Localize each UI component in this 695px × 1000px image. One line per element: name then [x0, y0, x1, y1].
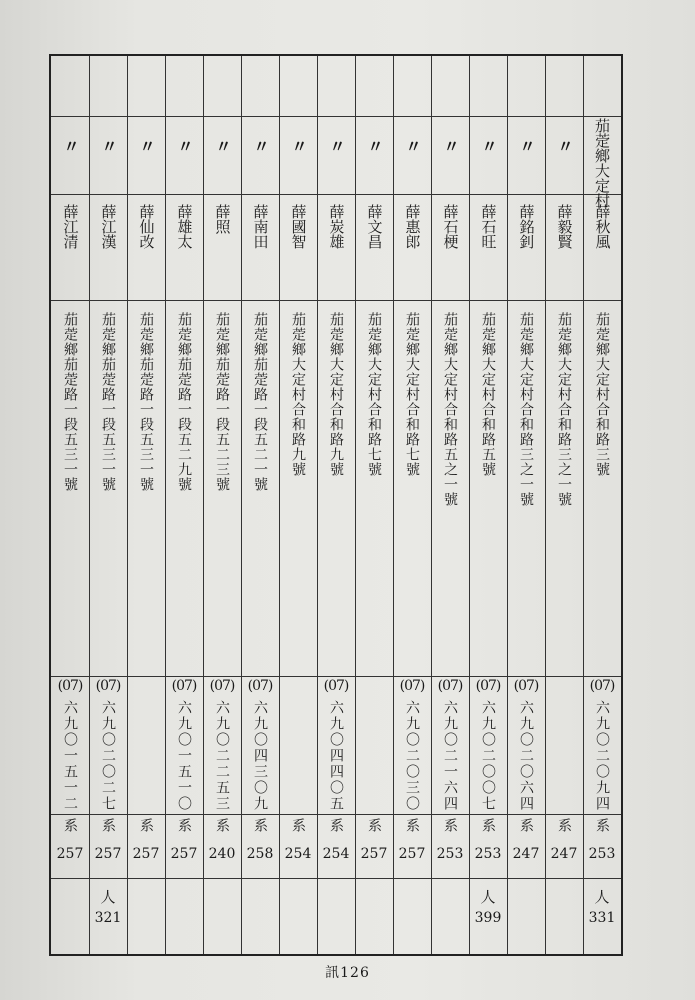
village-cell: 〃 — [251, 138, 270, 154]
name-cell: 薛江漢 — [99, 204, 118, 249]
phone-cell: 六九〇四四〇五 — [328, 700, 344, 812]
address-cell: 茄萣鄉大定村合和路五之一號 — [442, 312, 458, 507]
spouse-age: 321 — [94, 910, 122, 926]
age-cell: 257 — [170, 846, 198, 862]
relation-cell: 系 — [62, 818, 78, 832]
phone-cell: 六九〇二二五三 — [214, 700, 230, 812]
age-cell: 247 — [512, 846, 540, 862]
relation-cell: 系 — [214, 818, 230, 832]
relation-cell: 系 — [404, 818, 420, 832]
address-cell: 茄萣鄉茄萣路一段五二三號 — [214, 312, 230, 492]
phone-cell: 六九〇二〇九四 — [594, 700, 610, 812]
address-cell: 茄萣鄉大定村合和路七號 — [404, 312, 420, 477]
phone-cell: 六九〇二一六四 — [442, 700, 458, 812]
address-cell: 茄萣鄉大定村合和路三之一號 — [556, 312, 572, 507]
page-number: 訊126 — [325, 965, 370, 981]
relation-cell: 系 — [290, 818, 306, 832]
village-cell: 〃 — [517, 138, 536, 154]
relation-cell: 系 — [366, 818, 382, 832]
spouse-label: 人 — [594, 888, 610, 906]
address-cell: 茄萣鄉大定村合和路七號 — [366, 312, 382, 477]
address-cell: 茄萣鄉茄萣路一段五二一號 — [252, 312, 268, 492]
address-cell: 茄萣鄉大定村合和路三之一號 — [518, 312, 534, 507]
village-cell: 〃 — [61, 138, 80, 154]
village-cell: 〃 — [137, 138, 156, 154]
village-cell: 〃 — [327, 138, 346, 154]
area-code: (07) — [513, 678, 539, 694]
name-cell: 薛文昌 — [365, 204, 384, 249]
record-column — [545, 56, 583, 954]
village-cell: 〃 — [365, 138, 384, 154]
relation-cell: 系 — [138, 818, 154, 832]
address-cell: 茄萣鄉茄萣路一段五三一號 — [138, 312, 154, 492]
age-cell: 253 — [436, 846, 464, 862]
area-code: (07) — [437, 678, 463, 694]
address-cell: 茄萣鄉大定村合和路九號 — [328, 312, 344, 477]
age-cell: 253 — [474, 846, 502, 862]
phone-cell: 六九〇二〇〇七 — [480, 700, 496, 812]
phone-cell: 六九〇一五一〇 — [176, 700, 192, 812]
area-code: (07) — [171, 678, 197, 694]
relation-cell: 系 — [100, 818, 116, 832]
relation-cell: 系 — [480, 818, 496, 832]
name-cell: 薛仙改 — [137, 204, 156, 249]
address-cell: 茄萣鄉大定村合和路五號 — [480, 312, 496, 477]
relation-cell: 系 — [442, 818, 458, 832]
spouse-age: 331 — [588, 910, 616, 926]
name-cell: 薛雄太 — [175, 204, 194, 249]
phone-cell: 六九〇二〇六四 — [518, 700, 534, 812]
name-cell: 薛秋風 — [593, 204, 612, 249]
age-cell: 257 — [132, 846, 160, 862]
area-code: (07) — [589, 678, 615, 694]
name-cell: 薛銘釗 — [517, 204, 536, 249]
relation-cell: 系 — [252, 818, 268, 832]
name-cell: 薛石旺 — [479, 204, 498, 249]
age-cell: 257 — [56, 846, 84, 862]
name-cell: 薛江清 — [61, 204, 80, 249]
name-cell: 薛照 — [213, 204, 232, 234]
record-column — [393, 56, 431, 954]
address-cell: 茄萣鄉茄萣路一段五三一號 — [62, 312, 78, 492]
area-code: (07) — [323, 678, 349, 694]
area-code: (07) — [95, 678, 121, 694]
age-cell: 257 — [360, 846, 388, 862]
name-cell: 薛石梗 — [441, 204, 460, 249]
record-column — [469, 56, 507, 954]
area-code: (07) — [209, 678, 235, 694]
village-cell: 〃 — [479, 138, 498, 154]
age-cell: 254 — [284, 846, 312, 862]
record-column — [89, 56, 127, 954]
spouse-label: 人 — [480, 888, 496, 906]
record-column — [507, 56, 545, 954]
age-cell: 257 — [94, 846, 122, 862]
phone-cell: 六九〇一五一二 — [62, 700, 78, 812]
village-cell: 〃 — [99, 138, 118, 154]
village-cell: 〃 — [403, 138, 422, 154]
village-cell: 〃 — [213, 138, 232, 154]
record-column — [431, 56, 469, 954]
phone-cell: 六九〇二〇三〇 — [404, 700, 420, 812]
age-cell: 240 — [208, 846, 236, 862]
relation-cell: 系 — [556, 818, 572, 832]
record-column — [241, 56, 279, 954]
relation-cell: 系 — [518, 818, 534, 832]
name-cell: 薛國智 — [289, 204, 308, 249]
village-cell: 茄萣鄉大定村 — [593, 118, 611, 208]
area-code: (07) — [247, 678, 273, 694]
record-column — [127, 56, 165, 954]
name-cell: 薛毅賢 — [555, 204, 574, 249]
area-code: (07) — [475, 678, 501, 694]
record-column — [583, 56, 621, 954]
address-cell: 茄萣鄉大定村合和路九號 — [290, 312, 306, 477]
spouse-age: 399 — [474, 910, 502, 926]
record-column — [279, 56, 317, 954]
register-table — [49, 54, 623, 956]
village-cell: 〃 — [555, 138, 574, 154]
area-code: (07) — [57, 678, 83, 694]
record-column — [165, 56, 203, 954]
record-column — [203, 56, 241, 954]
area-code: (07) — [399, 678, 425, 694]
village-cell: 〃 — [175, 138, 194, 154]
age-cell: 253 — [588, 846, 616, 862]
relation-cell: 系 — [328, 818, 344, 832]
age-cell: 258 — [246, 846, 274, 862]
address-cell: 茄萣鄉大定村合和路三號 — [594, 312, 610, 477]
record-column — [317, 56, 355, 954]
phone-cell: 六九〇四三〇九 — [252, 700, 268, 812]
address-cell: 茄萣鄉茄萣路一段五三一號 — [100, 312, 116, 492]
spouse-label: 人 — [100, 888, 116, 906]
name-cell: 薛炭雄 — [327, 204, 346, 249]
record-column — [51, 56, 89, 954]
phone-cell: 六九〇二〇二七 — [100, 700, 116, 812]
name-cell: 薛南田 — [251, 204, 270, 249]
village-cell: 〃 — [441, 138, 460, 154]
age-cell: 254 — [322, 846, 350, 862]
address-cell: 茄萣鄉茄萣路一段五二九號 — [176, 312, 192, 492]
record-column — [355, 56, 393, 954]
name-cell: 薛惠郎 — [403, 204, 422, 249]
relation-cell: 系 — [594, 818, 610, 832]
relation-cell: 系 — [176, 818, 192, 832]
age-cell: 247 — [550, 846, 578, 862]
village-cell: 〃 — [289, 138, 308, 154]
age-cell: 257 — [398, 846, 426, 862]
